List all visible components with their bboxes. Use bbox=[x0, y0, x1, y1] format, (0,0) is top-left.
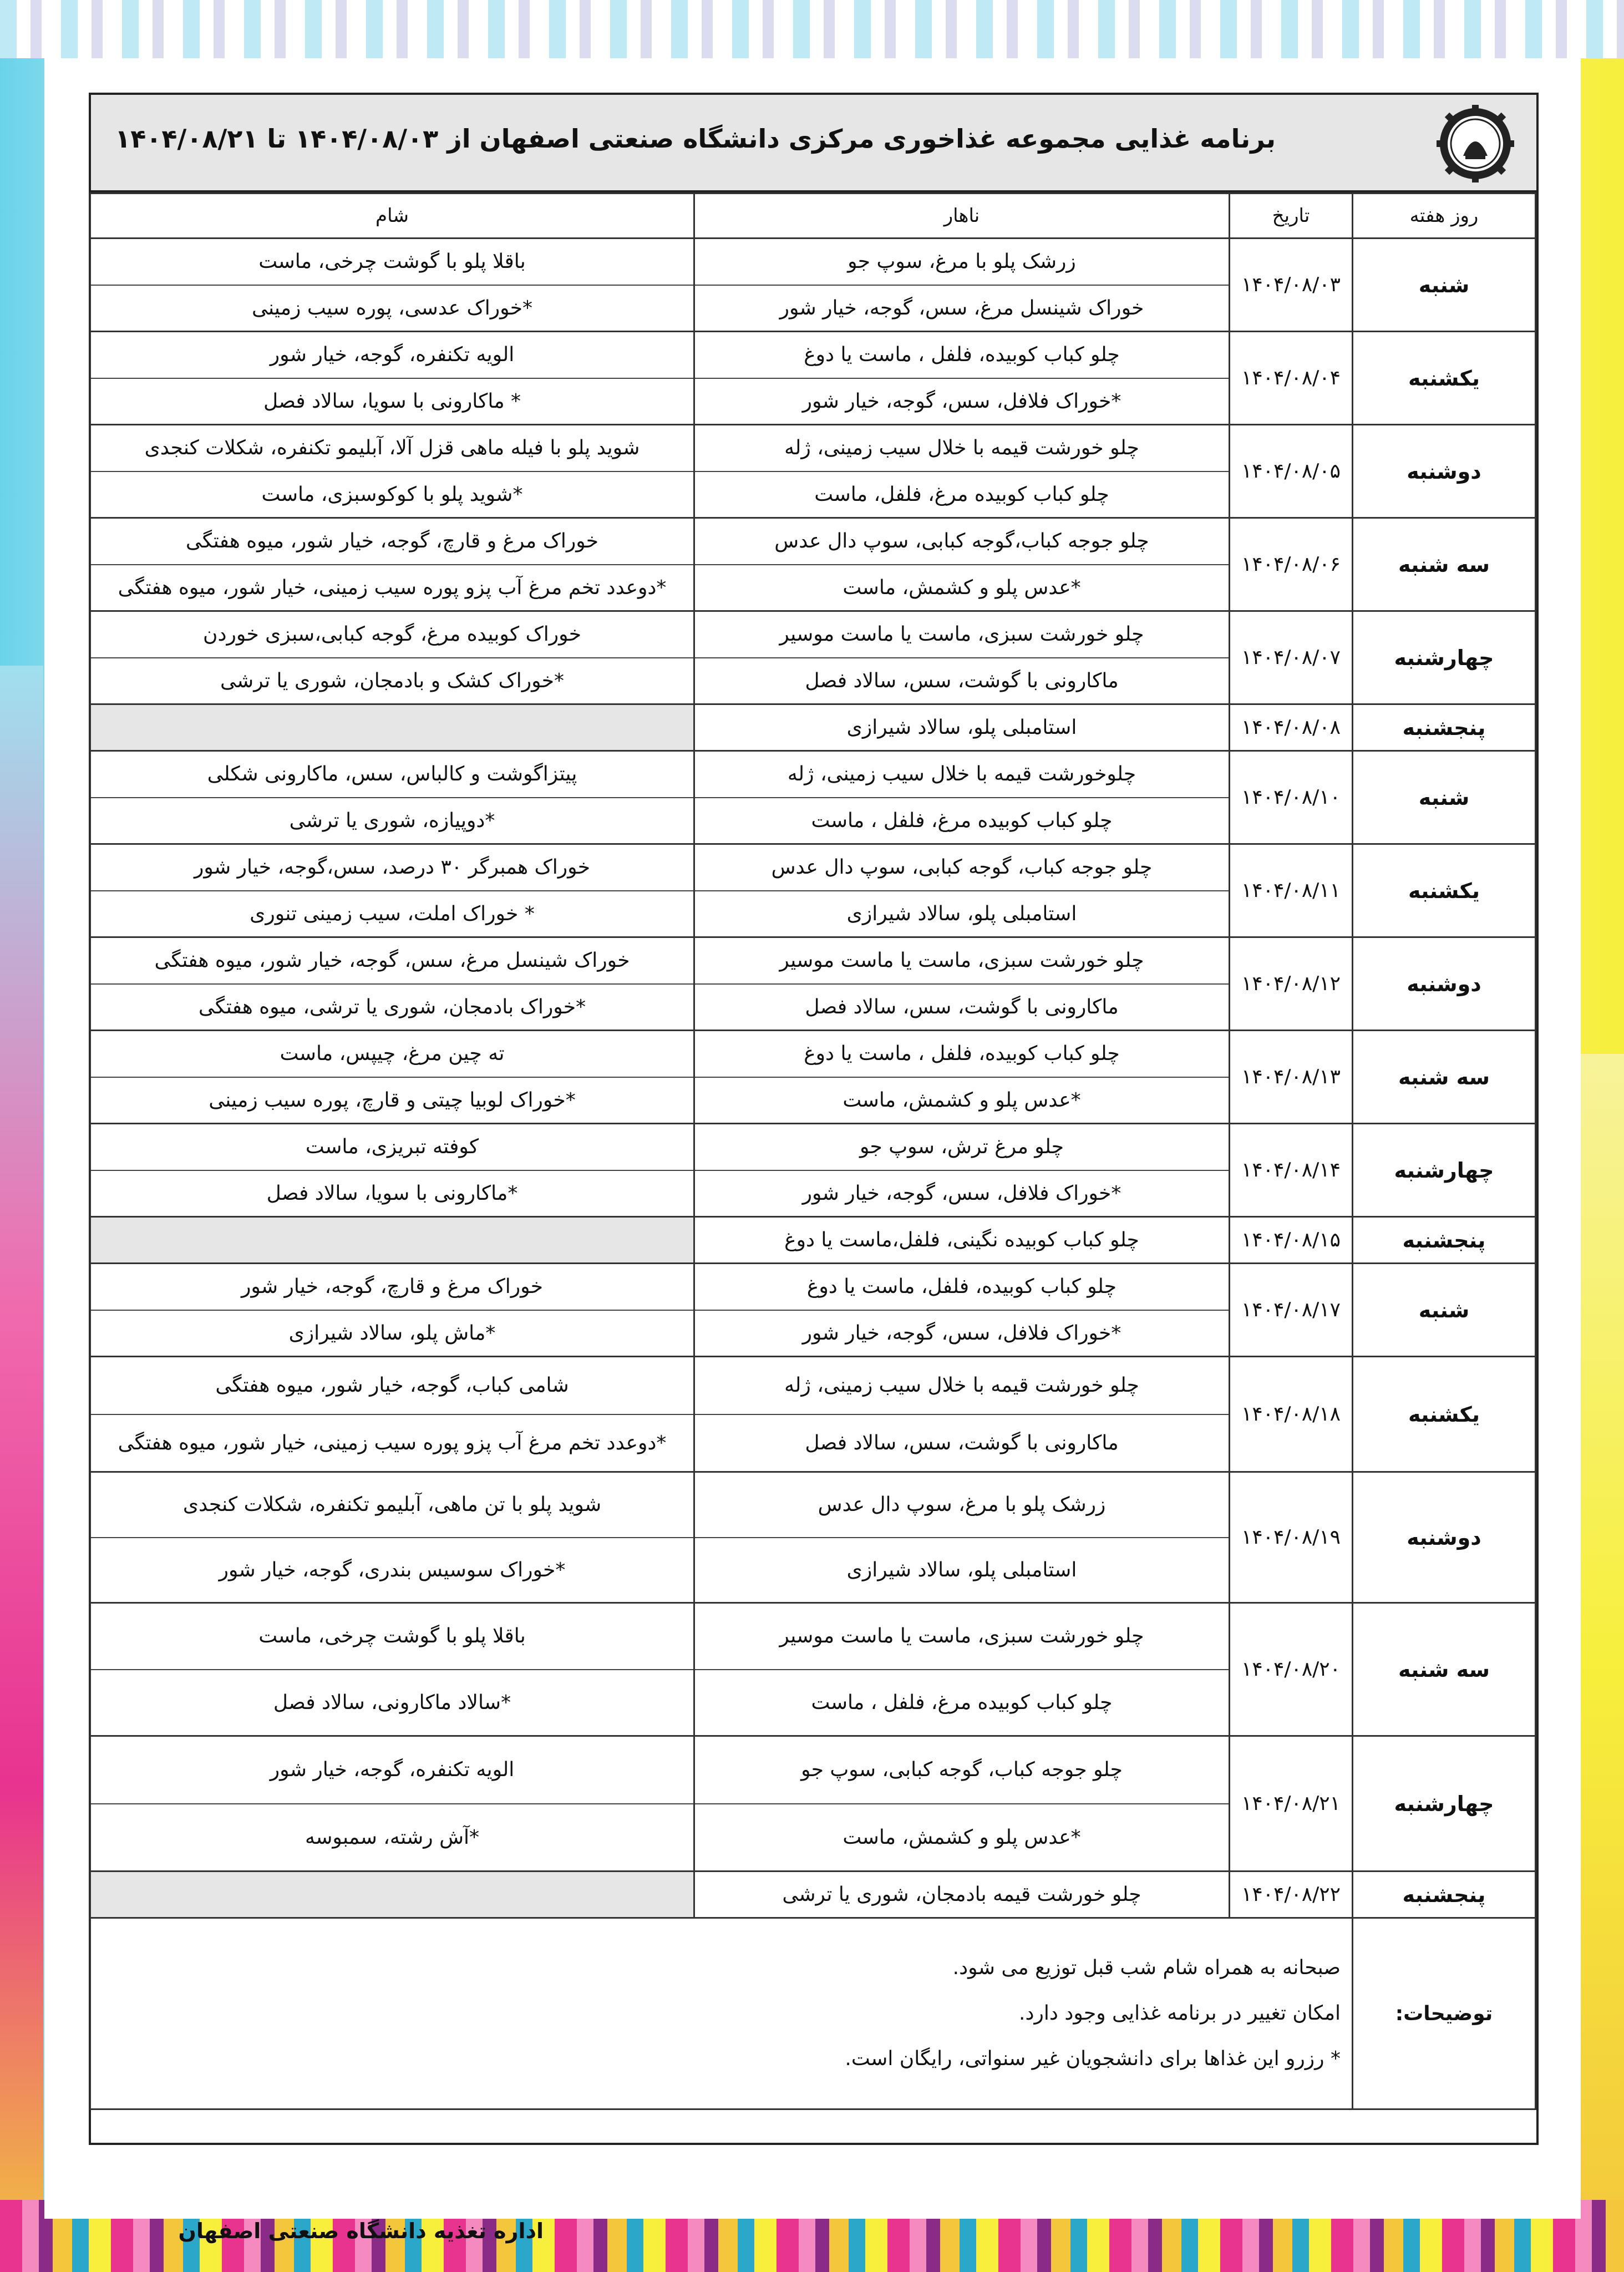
lunch-cell: چلو کباب کوبیده، فلفل ، ماست یا دوغ bbox=[694, 332, 1230, 378]
lunch-cell: چلو جوجه کباب، گوجه کبابی، سوپ دال عدس bbox=[694, 844, 1230, 891]
lunch-cell: چلو خورشت قیمه با خلال سیب زمینی، ژله bbox=[694, 1357, 1230, 1414]
lunch-cell: ماکارونی با گوشت، سس، سالاد فصل bbox=[694, 658, 1230, 704]
day-cell: پنجشنبه bbox=[1353, 704, 1536, 751]
decorative-left-band bbox=[0, 666, 43, 2272]
note-line: * رزرو این غذاها برای دانشجویان غیر سنواتی، رایگان است. bbox=[845, 2047, 1341, 2070]
lunch-cell: *عدس پلو و کشمش، ماست bbox=[694, 1804, 1230, 1872]
date-cell: ۱۴۰۴/۰۸/۰۷ bbox=[1230, 611, 1353, 704]
table-row bbox=[90, 332, 1536, 378]
table-row bbox=[90, 1031, 1536, 1077]
day-cell: چهارشنبه bbox=[1353, 1124, 1536, 1217]
lunch-cell: چلو خورشت سبزی، ماست یا ماست موسیر bbox=[694, 611, 1230, 658]
table-row bbox=[90, 1472, 1536, 1538]
dinner-cell: ته چین مرغ، چیپس، ماست bbox=[90, 1031, 694, 1077]
lunch-cell: استامبلی پلو، سالاد شیرازی bbox=[694, 891, 1230, 937]
date-cell: ۱۴۰۴/۰۸/۱۳ bbox=[1230, 1031, 1353, 1124]
table-header-row bbox=[90, 194, 1536, 239]
date-cell: ۱۴۰۴/۰۸/۱۹ bbox=[1230, 1472, 1353, 1603]
menu-body bbox=[90, 239, 1536, 1918]
date-cell: ۱۴۰۴/۰۸/۱۱ bbox=[1230, 844, 1353, 937]
notes-row bbox=[90, 1918, 1536, 2109]
day-cell: سه شنبه bbox=[1353, 1031, 1536, 1124]
table-row bbox=[90, 611, 1536, 658]
lunch-cell: چلو خورشت سبزی، ماست یا ماست موسیر bbox=[694, 1603, 1230, 1670]
date-cell: ۱۴۰۴/۰۸/۱۴ bbox=[1230, 1124, 1353, 1217]
dinner-cell: * ماکارونی با سویا، سالاد فصل bbox=[90, 378, 694, 425]
table-row bbox=[90, 1217, 1536, 1264]
note-line: امکان تغییر در برنامه غذایی وجود دارد. bbox=[1019, 2002, 1341, 2025]
lunch-cell: چلو خورشت قیمه بادمجان، شوری یا ترشی bbox=[694, 1872, 1230, 1918]
day-cell: دوشنبه bbox=[1353, 425, 1536, 518]
notes-cell bbox=[90, 1918, 1353, 2109]
day-cell: یکشنبه bbox=[1353, 1357, 1536, 1472]
dinner-cell: *سالاد ماکارونی، سالاد فصل bbox=[90, 1670, 694, 1736]
dinner-cell: پیتزاگوشت و کالباس، سس، ماکارونی شکلی bbox=[90, 751, 694, 798]
dinner-cell: *خوراک کشک و بادمجان، شوری یا ترشی bbox=[90, 658, 694, 704]
university-logo-icon bbox=[1437, 105, 1514, 182]
dinner-cell: *دوعدد تخم مرغ آب پزو پوره سیب زمینی، خیار شور، میوه هفتگی bbox=[90, 565, 694, 611]
lunch-cell: چلو جوجه کباب،گوجه کبابی، سوپ دال عدس bbox=[694, 518, 1230, 565]
date-cell: ۱۴۰۴/۰۸/۱۸ bbox=[1230, 1357, 1353, 1472]
document-sheet bbox=[44, 58, 1581, 2243]
day-cell: پنجشنبه bbox=[1353, 1217, 1536, 1264]
lunch-cell: *خوراک فلافل، سس، گوجه، خیار شور bbox=[694, 378, 1230, 425]
page-title: برنامه غذایی مجموعه غذاخوری مرکزی دانشگاه صنعتی اصفهان از ۱۴۰۴/۰۸/۰۳ تا ۱۴۰۴/۰۸/۲۱ bbox=[115, 124, 1276, 154]
lunch-cell: چلو کباب کوبیده، فلفل، ماست یا دوغ bbox=[694, 1264, 1230, 1310]
dinner-cell: *خوراک عدسی، پوره سیب زمینی bbox=[90, 285, 694, 332]
column-header-day: روز هفته bbox=[1353, 194, 1536, 239]
table-row bbox=[90, 844, 1536, 891]
day-cell: دوشنبه bbox=[1353, 937, 1536, 1031]
lunch-cell: چلوخورشت قیمه با خلال سیب زمینی، ژله bbox=[694, 751, 1230, 798]
dinner-cell bbox=[90, 1217, 694, 1264]
dinner-cell: خوراک مرغ و قارچ، گوجه، خیار شور، میوه هفتگی bbox=[90, 518, 694, 565]
date-cell: ۱۴۰۴/۰۸/۰۵ bbox=[1230, 425, 1353, 518]
dinner-cell: باقلا پلو با گوشت چرخی، ماست bbox=[90, 239, 694, 285]
date-cell: ۱۴۰۴/۰۸/۱۷ bbox=[1230, 1264, 1353, 1357]
dinner-cell: *ماکارونی با سویا، سالاد فصل bbox=[90, 1170, 694, 1217]
column-header-lunch: ناهار bbox=[694, 194, 1230, 239]
day-cell: یکشنبه bbox=[1353, 332, 1536, 425]
table-row bbox=[90, 1736, 1536, 1804]
table-row bbox=[90, 704, 1536, 751]
dinner-cell: خوراک شینسل مرغ، سس، گوجه، خیار شور، میوه هفتگی bbox=[90, 937, 694, 984]
date-cell: ۱۴۰۴/۰۸/۲۰ bbox=[1230, 1603, 1353, 1736]
column-header-date: تاریخ bbox=[1230, 194, 1353, 239]
day-cell: دوشنبه bbox=[1353, 1472, 1536, 1603]
dinner-cell: *شوید پلو با کوکوسبزی، ماست bbox=[90, 471, 694, 518]
table-row bbox=[90, 1603, 1536, 1670]
table-row bbox=[90, 239, 1536, 285]
dinner-cell: *دوپیازه، شوری یا ترشی bbox=[90, 798, 694, 844]
dinner-cell: خوراک کوبیده مرغ، گوجه کبابی،سبزی خوردن bbox=[90, 611, 694, 658]
dinner-cell: شوید پلو با فیله ماهی قزل آلا، آبلیمو تکنفره، شکلات کنجدی bbox=[90, 425, 694, 471]
dinner-cell: شامی کباب، گوجه، خیار شور، میوه هفتگی bbox=[90, 1357, 694, 1414]
lunch-cell: چلو جوجه کباب، گوجه کبابی، سوپ جو bbox=[694, 1736, 1230, 1804]
dinner-cell: شوید پلو با تن ماهی، آبلیمو تکنفره، شکلات کنجدی bbox=[90, 1472, 694, 1538]
footer-office-name: اداره تغذیه دانشگاه صنعتی اصفهان bbox=[178, 2219, 544, 2243]
table-row bbox=[90, 1872, 1536, 1918]
day-cell: یکشنبه bbox=[1353, 844, 1536, 937]
date-cell: ۱۴۰۴/۰۸/۲۱ bbox=[1230, 1736, 1353, 1872]
day-cell: پنجشنبه bbox=[1353, 1872, 1536, 1918]
table-row bbox=[90, 1264, 1536, 1310]
menu-frame bbox=[89, 93, 1539, 2145]
day-cell: چهارشنبه bbox=[1353, 611, 1536, 704]
lunch-cell: چلو کباب کوبیده، فلفل ، ماست یا دوغ bbox=[694, 1031, 1230, 1077]
dinner-cell bbox=[90, 1872, 694, 1918]
date-cell: ۱۴۰۴/۰۸/۰۴ bbox=[1230, 332, 1353, 425]
decorative-top-band bbox=[0, 0, 1624, 58]
table-row bbox=[90, 518, 1536, 565]
dinner-cell: باقلا پلو با گوشت چرخی، ماست bbox=[90, 1603, 694, 1670]
table-row bbox=[90, 751, 1536, 798]
day-cell: چهارشنبه bbox=[1353, 1736, 1536, 1872]
lunch-cell: خوراک شینسل مرغ، سس، گوجه، خیار شور bbox=[694, 285, 1230, 332]
lunch-cell: زرشک پلو با مرغ، سوپ جو bbox=[694, 239, 1230, 285]
dinner-cell: *خوراک بادمجان، شوری یا ترشی، میوه هفتگی bbox=[90, 984, 694, 1031]
table-row bbox=[90, 1357, 1536, 1414]
lunch-cell: چلو خورشت سبزی، ماست یا ماست موسیر bbox=[694, 937, 1230, 984]
dinner-cell: *آش رشته، سمبوسه bbox=[90, 1804, 694, 1872]
dinner-cell: الویه تکنفره، گوجه، خیار شور bbox=[90, 332, 694, 378]
lunch-cell: *عدس پلو و کشمش، ماست bbox=[694, 1077, 1230, 1124]
dinner-cell: *خوراک سوسیس بندری، گوجه، خیار شور bbox=[90, 1538, 694, 1603]
dinner-cell: * خوراک املت، سیب زمینی تنوری bbox=[90, 891, 694, 937]
lunch-cell: چلو کباب کوبیده مرغ، فلفل ، ماست bbox=[694, 1670, 1230, 1736]
decorative-right-band bbox=[1581, 1054, 1624, 2272]
date-cell: ۱۴۰۴/۰۸/۰۶ bbox=[1230, 518, 1353, 611]
lunch-cell: چلو کباب کوبیده نگینی، فلفل،ماست یا دوغ bbox=[694, 1217, 1230, 1264]
date-cell: ۱۴۰۴/۰۸/۱۲ bbox=[1230, 937, 1353, 1031]
dinner-cell bbox=[90, 704, 694, 751]
column-header-dinner: شام bbox=[90, 194, 694, 239]
lunch-cell: ماکارونی با گوشت، سس، سالاد فصل bbox=[694, 1414, 1230, 1472]
date-cell: ۱۴۰۴/۰۸/۰۸ bbox=[1230, 704, 1353, 751]
lunch-cell: چلو کباب کوبیده مرغ، فلفل، ماست bbox=[694, 471, 1230, 518]
day-cell: شنبه bbox=[1353, 239, 1536, 332]
menu-table bbox=[89, 192, 1536, 2110]
dinner-cell: الویه تکنفره، گوجه، خیار شور bbox=[90, 1736, 694, 1804]
lunch-cell: چلو مرغ ترش، سوپ جو bbox=[694, 1124, 1230, 1170]
lunch-cell: استامبلی پلو، سالاد شیرازی bbox=[694, 704, 1230, 751]
note-line: صبحانه به همراه شام شب قبل توزیع می شود. bbox=[952, 1956, 1341, 1979]
table-row bbox=[90, 425, 1536, 471]
lunch-cell: استامبلی پلو، سالاد شیرازی bbox=[694, 1538, 1230, 1603]
header bbox=[91, 95, 1536, 192]
lunch-cell: چلو خورشت قیمه با خلال سیب زمینی، ژله bbox=[694, 425, 1230, 471]
lunch-cell: زرشک پلو با مرغ، سوپ دال عدس bbox=[694, 1472, 1230, 1538]
dinner-cell: *دوعدد تخم مرغ آب پزو پوره سیب زمینی، خیار شور، میوه هفتگی bbox=[90, 1414, 694, 1472]
date-cell: ۱۴۰۴/۰۸/۱۰ bbox=[1230, 751, 1353, 844]
day-cell: سه شنبه bbox=[1353, 1603, 1536, 1736]
table-row bbox=[90, 1124, 1536, 1170]
dinner-cell: خوراک همبرگر ۳۰ درصد، سس،گوجه، خیار شور bbox=[90, 844, 694, 891]
day-cell: شنبه bbox=[1353, 1264, 1536, 1357]
date-cell: ۱۴۰۴/۰۸/۲۲ bbox=[1230, 1872, 1353, 1918]
day-cell: شنبه bbox=[1353, 751, 1536, 844]
lunch-cell: چلو کباب کوبیده مرغ، فلفل ، ماست bbox=[694, 798, 1230, 844]
date-cell: ۱۴۰۴/۰۸/۰۳ bbox=[1230, 239, 1353, 332]
dinner-cell: *خوراک لوبیا چیتی و قارچ، پوره سیب زمینی bbox=[90, 1077, 694, 1124]
lunch-cell: *خوراک فلافل، سس، گوجه، خیار شور bbox=[694, 1310, 1230, 1357]
lunch-cell: ماکارونی با گوشت، سس، سالاد فصل bbox=[694, 984, 1230, 1031]
date-cell: ۱۴۰۴/۰۸/۱۵ bbox=[1230, 1217, 1353, 1264]
day-cell: سه شنبه bbox=[1353, 518, 1536, 611]
lunch-cell: *عدس پلو و کشمش، ماست bbox=[694, 565, 1230, 611]
dinner-cell: کوفته تبریزی، ماست bbox=[90, 1124, 694, 1170]
lunch-cell: *خوراک فلافل، سس، گوجه، خیار شور bbox=[694, 1170, 1230, 1217]
dinner-cell: خوراک مرغ و قارچ، گوجه، خیار شور bbox=[90, 1264, 694, 1310]
notes-label: توضیحات: bbox=[1353, 1918, 1536, 2109]
dinner-cell: *ماش پلو، سالاد شیرازی bbox=[90, 1310, 694, 1357]
table-row bbox=[90, 937, 1536, 984]
